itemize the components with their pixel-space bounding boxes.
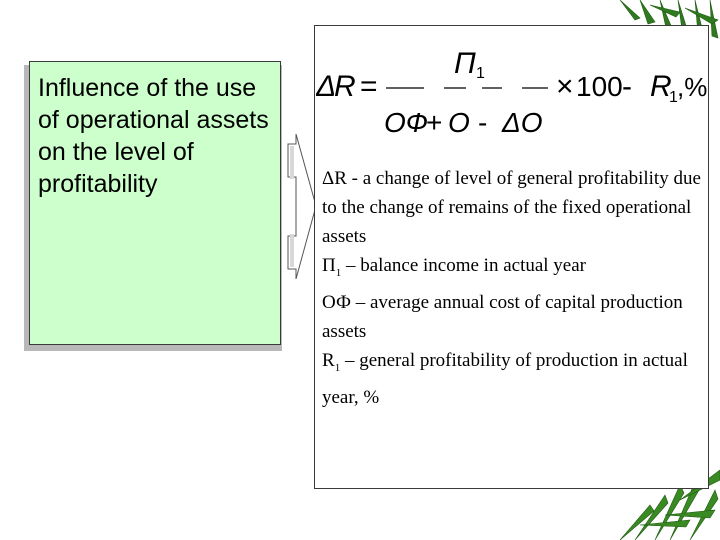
formula-unit: ,% <box>677 72 708 102</box>
definition-text: – balance income in actual year <box>341 255 586 276</box>
formula-equals: = <box>360 70 378 103</box>
formula-of: ОФ <box>384 107 429 138</box>
formula-r: R <box>334 70 356 103</box>
formula-o: О <box>448 107 470 138</box>
definition-text: - a change of level of general profitability due to the change of remains of the fixed operational assets <box>322 168 701 247</box>
definition-item <box>322 164 706 251</box>
profitability-formula <box>316 28 708 148</box>
formula-delta: Δ <box>316 70 337 103</box>
formula-minus: - <box>478 107 488 138</box>
definitions-list <box>322 164 706 412</box>
formula-times: × <box>556 70 574 103</box>
definition-symbol: ΔR <box>322 168 347 189</box>
definition-symbol: П <box>322 255 336 276</box>
definition-subscript: 1 <box>334 361 341 374</box>
formula-pi-subscript: 1 <box>476 65 485 82</box>
definition-symbol: R <box>322 349 335 371</box>
formula-r1-subscript: 1 <box>669 89 678 106</box>
formula-minus-2: - <box>622 70 632 103</box>
definition-item <box>322 251 706 288</box>
formula-plus: + <box>426 107 443 138</box>
formula-pi: П <box>454 47 476 80</box>
definition-symbol: ОФ <box>322 291 351 313</box>
topic-box <box>29 61 281 345</box>
definition-item <box>322 288 706 346</box>
formula-hundred: 100 <box>576 71 623 102</box>
formula-r1: R <box>650 70 672 103</box>
definition-text: – general profitability of production in actual year, % <box>322 349 688 408</box>
definition-item <box>322 346 706 412</box>
formula-delta-o: ΔО <box>502 107 543 138</box>
definition-text: – average annual cost of capital production assets <box>322 291 683 342</box>
definition-subscript: 1 <box>335 266 342 279</box>
topic-text: Influence of the use of operational assets on the level of profitability <box>38 74 269 198</box>
